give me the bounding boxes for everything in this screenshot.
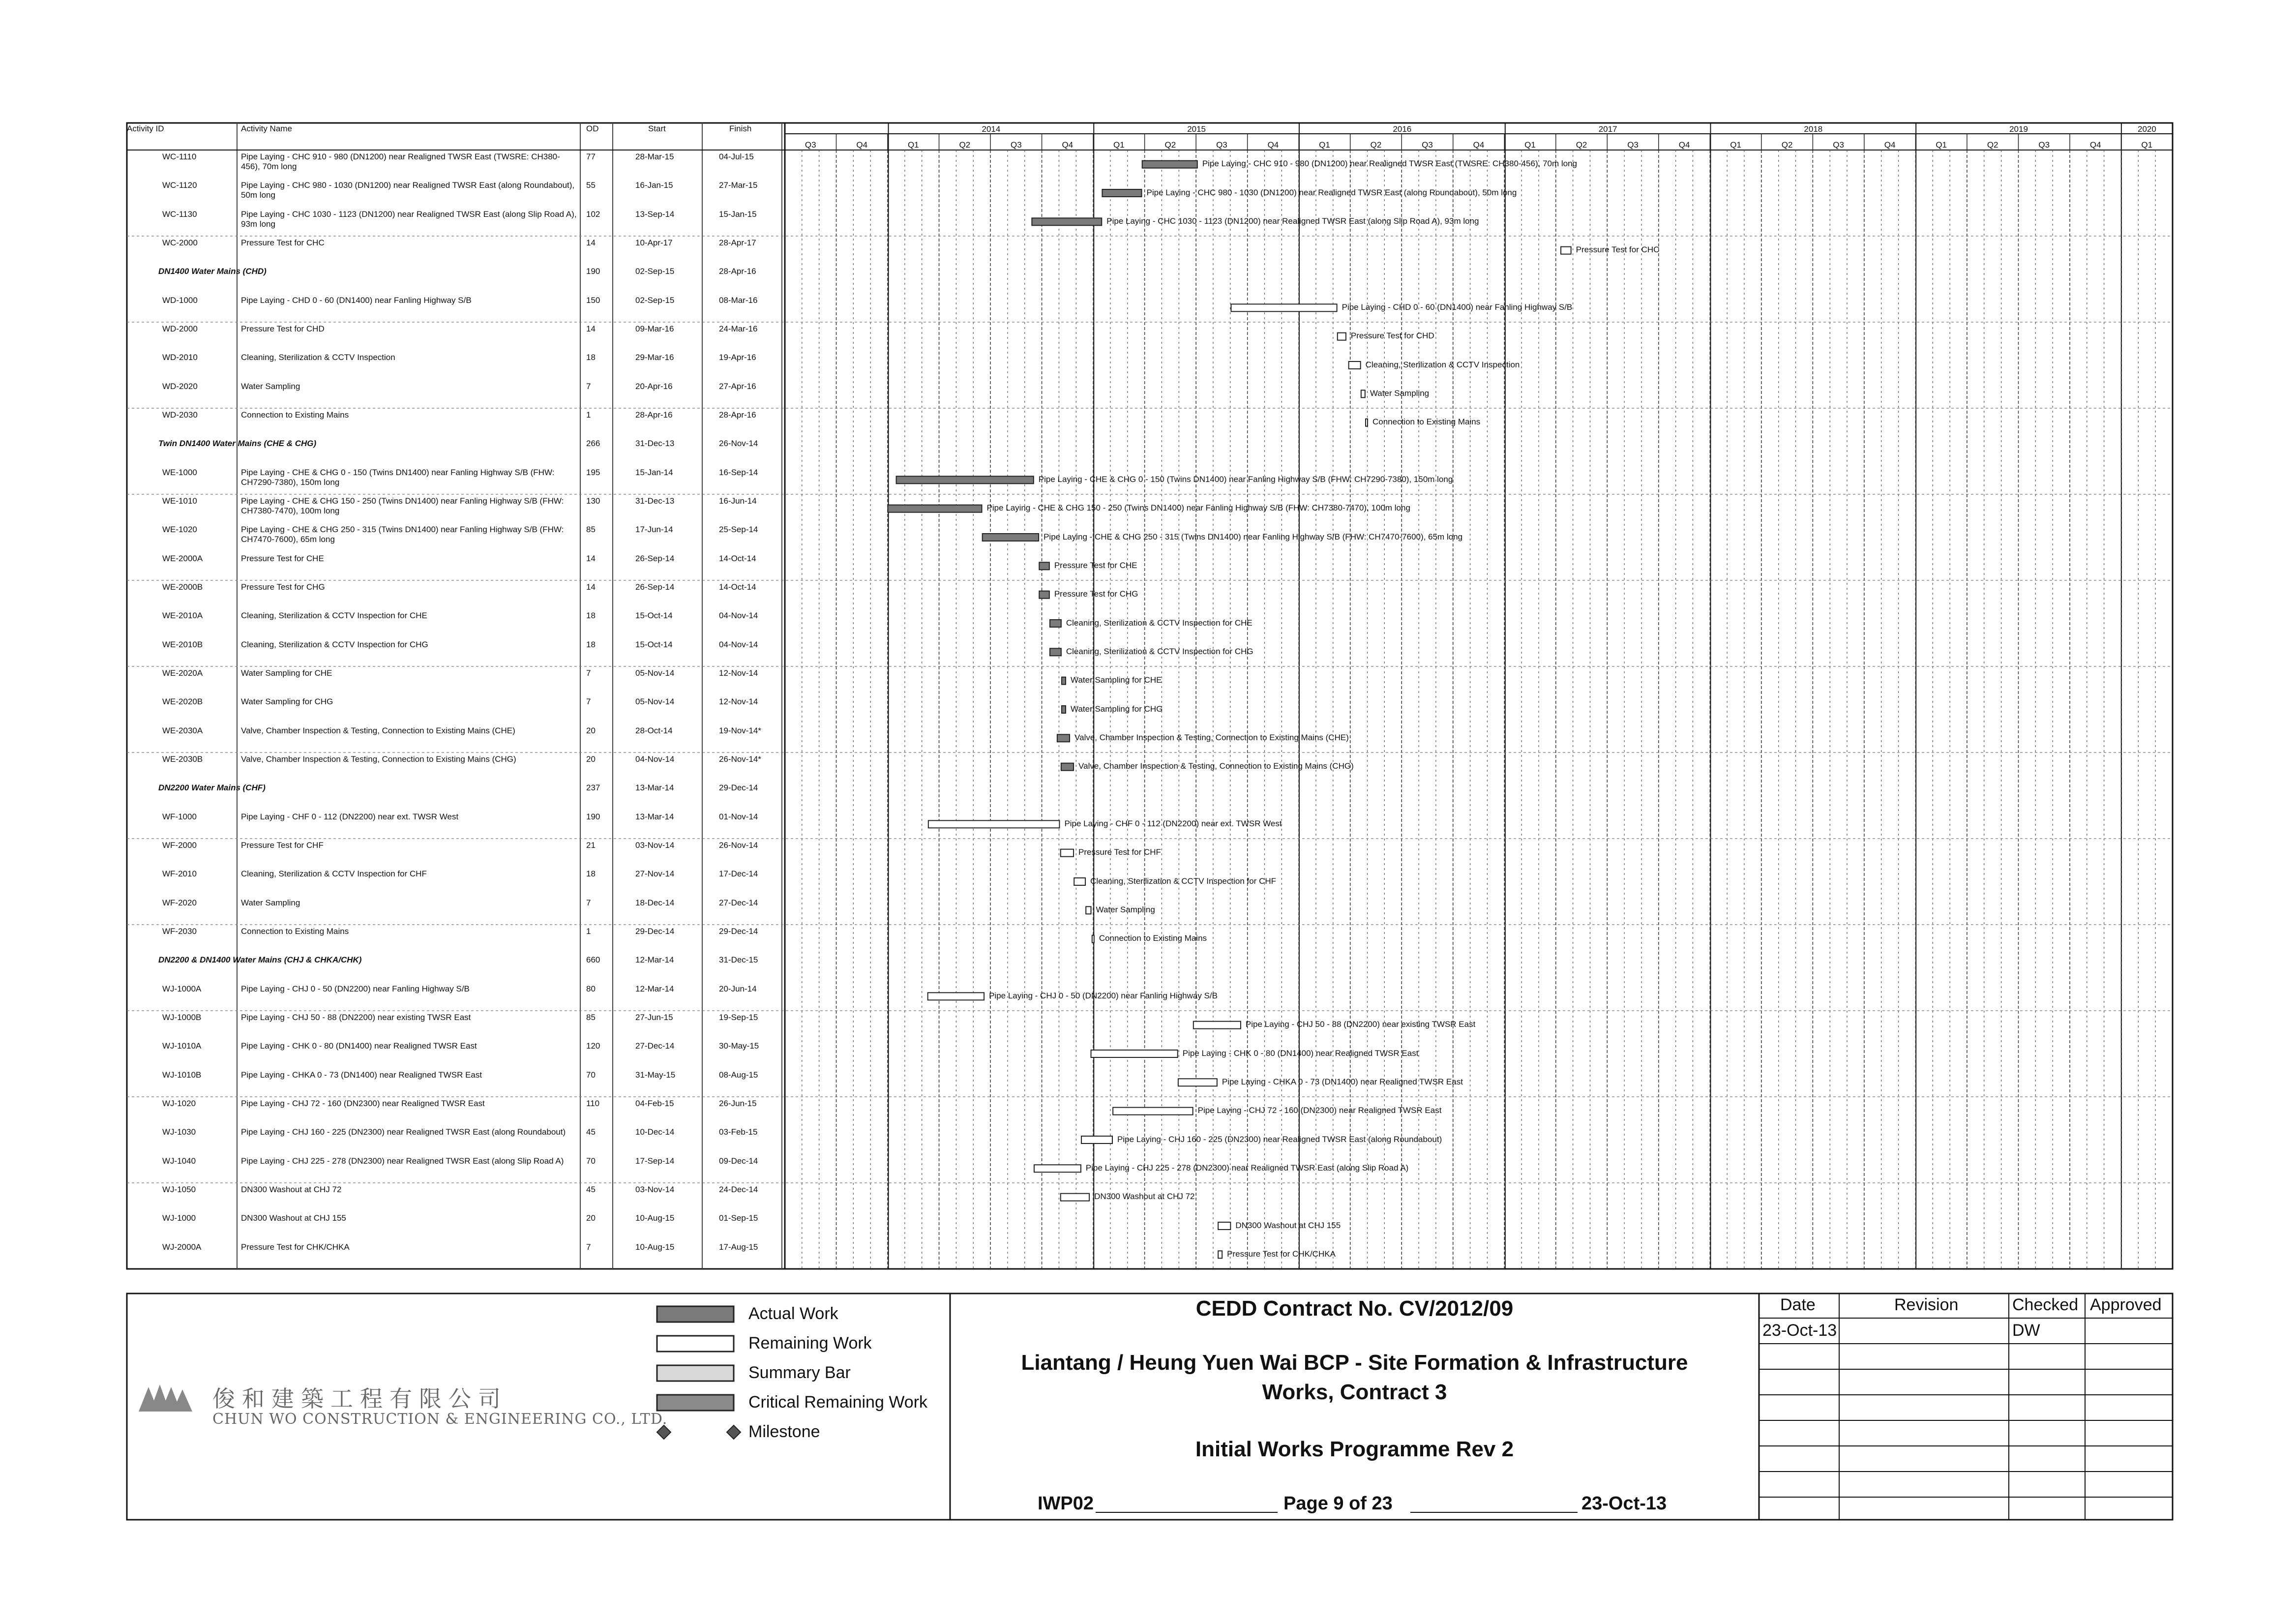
quarter-label: Q4 (1678, 140, 1690, 150)
original-duration: 77 (586, 152, 596, 161)
bar-label: Pressure Test for CHK/CHKA (1227, 1249, 1336, 1259)
bar-label: Connection to Existing Mains (1372, 417, 1481, 427)
finish-date: 16-Jun-14 (719, 496, 757, 506)
legend-summary-swatch (657, 1365, 734, 1381)
finish-date: 28-Apr-16 (719, 267, 756, 276)
rev-header-date: Date (1780, 1295, 1816, 1314)
activity-name: Pipe Laying - CHE & CHG 250 - 315 (Twins DN1400) near Fanling Highway S/B (FHW: CH7470-7600), 65m long (241, 525, 564, 544)
start-date: 28-Oct-14 (635, 725, 673, 735)
original-duration: 70 (586, 1156, 596, 1166)
activity-id: WE-2000A (162, 553, 203, 563)
year-label: 2018 (1804, 124, 1823, 134)
start-date: 29-Mar-16 (635, 353, 674, 362)
bar-label: Pipe Laying - CHK 0 - 80 (DN1400) near Realigned TWSR East (1182, 1048, 1419, 1058)
bar-label: Cleaning, Sterilization & CCTV Inspection (1365, 360, 1520, 369)
start-date: 27-Dec-14 (635, 1041, 675, 1051)
bar-label: Pipe Laying - CHC 1030 - 1123 (DN1200) near Realigned TWSR East (along Slip Road A), 93m long (1106, 216, 1479, 226)
bar-label: Pressure Test for CHG (1054, 589, 1138, 599)
year-label: 2020 (2138, 124, 2156, 134)
quarter-label: Q3 (1422, 140, 1433, 150)
legend-actual-swatch (657, 1306, 734, 1322)
start-date: 28-Apr-16 (635, 410, 673, 420)
start-date: 15-Oct-14 (635, 611, 673, 621)
year-label: 2019 (2009, 124, 2028, 134)
col-header-finish: Finish (729, 124, 752, 133)
activity-id: WJ-1040 (162, 1156, 196, 1166)
activity-id: WC-2000 (162, 238, 198, 247)
start-date: 03-Nov-14 (635, 841, 675, 850)
activity-id: WF-1000 (162, 812, 197, 821)
start-date: 05-Nov-14 (635, 668, 675, 678)
activity-name: Pressure Test for CHG (241, 582, 325, 592)
activity-id: WE-2030B (162, 754, 203, 764)
start-date: 31-Dec-13 (635, 439, 675, 449)
activity-id: WD-2010 (162, 353, 198, 362)
activity-id: WC-1130 (162, 209, 197, 219)
activity-name: Valve, Chamber Inspection & Testing, Connection to Existing Mains (CHG) (241, 754, 516, 764)
original-duration: 150 (586, 295, 600, 305)
finish-date: 04-Nov-14 (719, 639, 758, 649)
quarter-label: Q2 (1781, 140, 1793, 150)
quarter-label: Q1 (1936, 140, 1947, 150)
quarter-label: Q1 (1319, 140, 1330, 150)
doc-ref-underline (1096, 1512, 1278, 1513)
bar-label: Pipe Laying - CHJ 0 - 50 (DN2200) near Fanling Highway S/B (989, 991, 1218, 1000)
activity-id: WJ-1050 (162, 1185, 196, 1194)
original-duration: 1 (586, 410, 591, 420)
bar-label: Pressure Test for CHE (1054, 560, 1137, 570)
bar-label: Cleaning, Sterilization & CCTV Inspection for CHG (1066, 646, 1253, 656)
original-duration: 195 (586, 467, 600, 477)
rev-header-revision: Revision (1894, 1295, 1959, 1314)
activity-name: Pipe Laying - CHF 0 - 112 (DN2200) near ext. TWSR West (241, 812, 459, 821)
activity-name: Pipe Laying - CHK 0 - 80 (DN1400) near Realigned TWSR East (241, 1041, 477, 1051)
start-date: 27-Jun-15 (635, 1013, 673, 1022)
original-duration: 14 (586, 238, 596, 247)
activity-id: WJ-1010B (162, 1070, 202, 1080)
legend-milestone-label: Milestone (748, 1422, 820, 1441)
start-date: 09-Mar-16 (635, 324, 674, 333)
finish-date: 26-Nov-14* (719, 754, 761, 764)
quarter-label: Q1 (1113, 140, 1125, 150)
legend-summary-label: Summary Bar (748, 1363, 851, 1382)
activity-id: WD-2020 (162, 381, 198, 391)
start-date: 05-Nov-14 (635, 697, 675, 707)
activity-id: WE-2020B (162, 697, 203, 707)
activity-name: Pipe Laying - CHE & CHG 0 - 150 (Twins DN1400) near Fanling Highway S/B (FHW: CH7290-7380), 150m long (241, 467, 555, 487)
legend-actual-label: Actual Work (748, 1304, 838, 1323)
activity-id: WJ-1030 (162, 1127, 196, 1137)
activity-name: Water Sampling for CHE (241, 668, 332, 678)
year-label: 2015 (1187, 124, 1206, 134)
original-duration: 20 (586, 754, 596, 764)
finish-date: 31-Dec-15 (719, 955, 758, 965)
legend-milestone-diamond-icon-2 (727, 1425, 741, 1439)
activity-name: Connection to Existing Mains (241, 927, 349, 936)
bar-label: Pipe Laying - CHJ 225 - 278 (DN2300) near Realigned TWSR East (along Slip Road A) (1085, 1163, 1409, 1173)
original-duration: 190 (586, 812, 600, 821)
original-duration: 7 (586, 381, 591, 391)
activity-name: Pipe Laying - CHC 910 - 980 (DN1200) near Realigned TWSR East (TWSRE: CH380-456), 70m long (241, 152, 560, 171)
original-duration: 130 (586, 496, 600, 506)
project-title-line1: Liantang / Heung Yuen Wai BCP - Site Formation & Infrastructure (1021, 1351, 1688, 1375)
activity-name: Pipe Laying - CHC 980 - 1030 (DN1200) near Realigned TWSR East (along Roundabout), 50m long (241, 180, 575, 200)
start-date: 28-Mar-15 (635, 152, 674, 161)
start-date: 29-Dec-14 (635, 927, 675, 936)
original-duration: 45 (586, 1127, 596, 1137)
finish-date: 17-Aug-15 (719, 1242, 758, 1252)
start-date: 13-Mar-14 (635, 783, 674, 793)
start-date: 17-Jun-14 (635, 525, 673, 535)
original-duration: 110 (586, 1099, 600, 1108)
activity-id: WF-2030 (162, 927, 197, 936)
bar-label: Pipe Laying - CHE & CHG 0 - 150 (Twins DN1400) near Fanling Highway S/B (FHW: CH7290-7380), 150m long (1038, 474, 1453, 484)
quarter-label: Q2 (1164, 140, 1176, 150)
finish-date: 14-Oct-14 (719, 553, 756, 563)
quarter-label: Q3 (2038, 140, 2050, 150)
activity-name: Connection to Existing Mains (241, 410, 349, 420)
activity-name: Pipe Laying - CHD 0 - 60 (DN1400) near Fanling Highway S/B (241, 295, 472, 305)
group-name: DN1400 Water Mains (CHD) (158, 267, 267, 276)
quarter-label: Q2 (1987, 140, 1998, 150)
bar-label: Water Sampling for CHE (1071, 675, 1162, 685)
bar-label: DN300 Washout at CHJ 72 (1094, 1192, 1195, 1202)
quarter-label: Q3 (1216, 140, 1227, 150)
finish-date: 08-Aug-15 (719, 1070, 758, 1080)
col-header-activity-name: Activity Name (241, 124, 292, 133)
original-duration: 190 (586, 267, 600, 276)
original-duration: 120 (586, 1041, 600, 1051)
activity-id: WF-2000 (162, 841, 197, 850)
original-duration: 18 (586, 869, 596, 879)
activity-name: Pressure Test for CHC (241, 238, 325, 247)
finish-date: 04-Jul-15 (719, 152, 754, 161)
finish-date: 03-Feb-15 (719, 1127, 758, 1137)
finish-date: 27-Mar-15 (719, 180, 758, 190)
activity-id: WE-1000 (162, 467, 197, 477)
finish-date: 14-Oct-14 (719, 582, 756, 592)
activity-id: WE-1010 (162, 496, 197, 506)
quarter-label: Q2 (1370, 140, 1382, 150)
document-date: 23-Oct-13 (1581, 1493, 1667, 1514)
quarter-label: Q4 (1267, 140, 1279, 150)
group-name: DN2200 Water Mains (CHF) (158, 783, 266, 793)
rev-row-checked: DW (2012, 1321, 2040, 1340)
start-date: 04-Feb-15 (635, 1099, 674, 1108)
activity-id: WJ-2000A (162, 1242, 202, 1252)
bar-label: Pressure Test for CHD (1350, 331, 1434, 341)
start-date: 03-Nov-14 (635, 1185, 675, 1194)
group-name: DN2200 & DN1400 Water Mains (CHJ & CHKA/CHK) (158, 955, 362, 965)
original-duration: 14 (586, 553, 596, 563)
start-date: 02-Sep-15 (635, 295, 675, 305)
rev-row-date: 23-Oct-13 (1762, 1321, 1837, 1340)
original-duration: 7 (586, 1242, 591, 1252)
activity-name: Pipe Laying - CHC 1030 - 1123 (DN1200) near Realigned TWSR East (along Slip Road A), 93m long (241, 209, 577, 229)
quarter-label: Q2 (959, 140, 971, 150)
original-duration: 18 (586, 639, 596, 649)
activity-id: WD-2030 (162, 410, 198, 420)
start-date: 26-Sep-14 (635, 553, 675, 563)
activity-name: Pressure Test for CHD (241, 324, 325, 333)
original-duration: 55 (586, 180, 596, 190)
activity-id: WE-2000B (162, 582, 203, 592)
activity-name: Water Sampling (241, 898, 300, 907)
company-name-chinese: 俊和建築工程有限公司 (212, 1385, 507, 1412)
activity-name: Cleaning, Sterilization & CCTV Inspection for CHF (241, 869, 427, 879)
legend-remaining-swatch (657, 1336, 734, 1352)
original-duration: 20 (586, 1213, 596, 1223)
activity-name: Pipe Laying - CHKA 0 - 73 (DN1400) near Realigned TWSR East (241, 1070, 482, 1080)
finish-date: 26-Nov-14 (719, 841, 758, 850)
original-duration: 14 (586, 582, 596, 592)
bar-label: Pipe Laying - CHJ 72 - 160 (DN2300) near Realigned TWSR East (1197, 1106, 1442, 1115)
legend-critical-swatch (657, 1395, 734, 1411)
finish-date: 29-Dec-14 (719, 783, 758, 793)
quarter-label: Q4 (1062, 140, 1073, 150)
activity-name: DN300 Washout at CHJ 72 (241, 1185, 342, 1194)
quarter-label: Q4 (1473, 140, 1485, 150)
activity-name: Pipe Laying - CHE & CHG 150 - 250 (Twins DN1400) near Fanling Highway S/B (FHW: CH7380-7470), 100m long (241, 496, 564, 515)
start-date: 10-Dec-14 (635, 1127, 675, 1137)
original-duration: 18 (586, 353, 596, 362)
quarter-label: Q1 (1730, 140, 1741, 150)
original-duration: 660 (586, 955, 600, 965)
activity-id: WJ-1010A (162, 1041, 202, 1051)
activity-id: WD-2000 (162, 324, 198, 333)
activity-name: Pipe Laying - CHJ 50 - 88 (DN2200) near existing TWSR East (241, 1013, 471, 1022)
activity-id: WJ-1000A (162, 984, 202, 993)
page-underline (1410, 1512, 1578, 1513)
bar-label: Pressure Test for CHF (1078, 847, 1161, 857)
finish-date: 28-Apr-16 (719, 410, 756, 420)
finish-date: 24-Mar-16 (719, 324, 758, 333)
activity-name: Pressure Test for CHF (241, 841, 324, 850)
rev-header-checked: Checked (2012, 1295, 2079, 1314)
activity-id: WE-2010B (162, 639, 203, 649)
finish-date: 19-Sep-15 (719, 1013, 758, 1022)
contract-number: CEDD Contract No. CV/2012/09 (1195, 1296, 1514, 1321)
finish-date: 25-Sep-14 (719, 525, 758, 535)
original-duration: 7 (586, 697, 591, 707)
document-ref: IWP02 (1038, 1493, 1094, 1514)
bar-label: Pipe Laying - CHF 0 - 112 (DN2200) near ext. TWSR West (1064, 818, 1282, 828)
finish-date: 26-Nov-14 (719, 439, 758, 449)
start-date: 13-Mar-14 (635, 812, 674, 821)
original-duration: 18 (586, 611, 596, 621)
finish-date: 19-Apr-16 (719, 353, 756, 362)
finish-date: 28-Apr-17 (719, 238, 756, 247)
finish-date: 17-Dec-14 (719, 869, 758, 879)
activity-name: Valve, Chamber Inspection & Testing, Connection to Existing Mains (CHE) (241, 725, 515, 735)
finish-date: 19-Nov-14* (719, 725, 761, 735)
legend-remaining-label: Remaining Work (748, 1334, 872, 1353)
bar-label: Valve, Chamber Inspection & Testing, Connection to Existing Mains (CHG) (1078, 761, 1354, 771)
company-name-english: CHUN WO CONSTRUCTION & ENGINEERING CO., LTD. (212, 1411, 668, 1428)
activity-name: Cleaning, Sterilization & CCTV Inspection (241, 353, 395, 362)
activity-id: WJ-1020 (162, 1099, 196, 1108)
finish-date: 08-Mar-16 (719, 295, 758, 305)
activity-id: WF-2010 (162, 869, 197, 879)
original-duration: 266 (586, 439, 600, 449)
original-duration: 20 (586, 725, 596, 735)
quarter-label: Q1 (907, 140, 919, 150)
activity-id: WE-2030A (162, 725, 203, 735)
start-date: 31-Dec-13 (635, 496, 675, 506)
bar-label: Pipe Laying - CHE & CHG 150 - 250 (Twins DN1400) near Fanling Highway S/B (FHW: CH7380-7470), 100m long (986, 503, 1410, 513)
quarter-label: Q3 (1627, 140, 1639, 150)
finish-date: 20-Jun-14 (719, 984, 757, 993)
bar-label: Valve, Chamber Inspection & Testing, Connection to Existing Mains (CHE) (1074, 732, 1349, 742)
project-title-line2: Works, Contract 3 (1262, 1380, 1447, 1404)
activity-id: WJ-1000 (162, 1213, 196, 1223)
original-duration: 102 (586, 209, 600, 219)
finish-date: 01-Sep-15 (719, 1213, 758, 1223)
finish-date: 12-Nov-14 (719, 697, 758, 707)
activity-name: Pipe Laying - CHJ 225 - 278 (DN2300) near Realigned TWSR East (along Slip Road A) (241, 1156, 564, 1166)
original-duration: 80 (586, 984, 596, 993)
activity-name: Water Sampling (241, 381, 300, 391)
rev-header-approved: Approved (2090, 1295, 2162, 1314)
original-duration: 21 (586, 841, 596, 850)
activity-name: Cleaning, Sterilization & CCTV Inspection for CHE (241, 611, 427, 621)
start-date: 04-Nov-14 (635, 754, 675, 764)
start-date: 17-Sep-14 (635, 1156, 675, 1166)
quarter-label: Q1 (1524, 140, 1536, 150)
start-date: 12-Mar-14 (635, 955, 674, 965)
bar-label: Pipe Laying - CHC 910 - 980 (DN1200) near Realigned TWSR East (TWSRE: CH380-456), 70m long (1202, 159, 1577, 169)
bar-label: Pipe Laying - CHD 0 - 60 (DN1400) near Fanling Highway S/B (1342, 302, 1573, 312)
bar-label: Pipe Laying - CHC 980 - 1030 (DN1200) near Realigned TWSR East (along Roundabout), 50m long (1146, 187, 1517, 197)
start-date: 31-May-15 (635, 1070, 676, 1080)
quarter-label: Q4 (856, 140, 868, 150)
bar-label: Cleaning, Sterilization & CCTV Inspection for CHE (1066, 618, 1252, 628)
activity-id: WE-1020 (162, 525, 197, 535)
bar-label: Pipe Laying - CHKA 0 - 73 (DN1400) near Realigned TWSR East (1222, 1077, 1463, 1086)
start-date: 18-Dec-14 (635, 898, 675, 907)
bar-label: Water Sampling for CHG (1071, 704, 1163, 714)
finish-date: 15-Jan-15 (719, 209, 757, 219)
finish-date: 27-Dec-14 (719, 898, 758, 907)
activity-id: WC-1110 (162, 152, 197, 161)
start-date: 15-Jan-14 (635, 467, 673, 477)
col-header-start: Start (648, 124, 666, 133)
group-name: Twin DN1400 Water Mains (CHE & CHG) (158, 439, 317, 449)
start-date: 15-Oct-14 (635, 639, 673, 649)
start-date: 10-Apr-17 (635, 238, 673, 247)
start-date: 16-Jan-15 (635, 180, 673, 190)
finish-date: 09-Dec-14 (719, 1156, 758, 1166)
quarter-label: Q3 (1833, 140, 1844, 150)
bar-label: Connection to Existing Mains (1099, 933, 1207, 943)
year-label: 2014 (982, 124, 1001, 134)
activity-name: Pipe Laying - CHJ 72 - 160 (DN2300) near Realigned TWSR East (241, 1099, 485, 1108)
finish-date: 27-Apr-16 (719, 381, 756, 391)
finish-date: 16-Sep-14 (719, 467, 758, 477)
quarter-label: Q1 (2141, 140, 2153, 150)
programme-title: Initial Works Programme Rev 2 (1195, 1437, 1514, 1461)
activity-id: WD-1000 (162, 295, 198, 305)
original-duration: 237 (586, 783, 600, 793)
start-date: 02-Sep-15 (635, 267, 675, 276)
bar-label: Water Sampling (1096, 904, 1155, 914)
start-date: 10-Aug-15 (635, 1213, 675, 1223)
bar-label: Pipe Laying - CHE & CHG 250 - 315 (Twins DN1400) near Fanling Highway S/B (FHW: CH7470-7600), 65m long (1044, 532, 1463, 541)
original-duration: 85 (586, 525, 596, 535)
quarter-label: Q4 (1884, 140, 1896, 150)
finish-date: 01-Nov-14 (719, 812, 758, 821)
page-number: Page 9 of 23 (1283, 1493, 1393, 1514)
original-duration: 45 (586, 1185, 596, 1194)
bar-label: Water Sampling (1370, 388, 1430, 398)
activity-id: WE-2020A (162, 668, 203, 678)
bar-label: Pipe Laying - CHJ 160 - 225 (DN2300) near Realigned TWSR East (along Roundabout) (1117, 1134, 1442, 1144)
activity-name: Water Sampling for CHG (241, 697, 333, 707)
activity-name: Cleaning, Sterilization & CCTV Inspection for CHG (241, 639, 428, 649)
finish-date: 24-Dec-14 (719, 1185, 758, 1194)
activity-id: WF-2020 (162, 898, 197, 907)
activity-name: Pipe Laying - CHJ 0 - 50 (DN2200) near Fanling Highway S/B (241, 984, 470, 993)
quarter-label: Q2 (1576, 140, 1587, 150)
start-date: 10-Aug-15 (635, 1242, 675, 1252)
activity-name: Pressure Test for CHK/CHKA (241, 1242, 350, 1252)
bar-label: Pressure Test for CHC (1576, 245, 1660, 255)
activity-name: DN300 Washout at CHJ 155 (241, 1213, 346, 1223)
bar-label: DN300 Washout at CHJ 155 (1235, 1220, 1341, 1230)
start-date: 12-Mar-14 (635, 984, 674, 993)
activity-name: Pipe Laying - CHJ 160 - 225 (DN2300) near Realigned TWSR East (along Roundabout) (241, 1127, 566, 1137)
original-duration: 14 (586, 324, 596, 333)
finish-date: 29-Dec-14 (719, 927, 758, 936)
original-duration: 7 (586, 898, 591, 907)
quarter-label: Q3 (1010, 140, 1022, 150)
year-label: 2017 (1598, 124, 1617, 134)
year-label: 2016 (1393, 124, 1412, 134)
activity-id: WJ-1000B (162, 1013, 202, 1022)
bar-label: Pipe Laying - CHJ 50 - 88 (DN2200) near existing TWSR East (1245, 1020, 1476, 1029)
activity-id: WC-1120 (162, 180, 197, 190)
bar-label: Cleaning, Sterilization & CCTV Inspection for CHF (1090, 876, 1277, 886)
col-header-activity-id: Activity ID (127, 124, 164, 133)
finish-date: 30-May-15 (719, 1041, 759, 1051)
col-header-od: OD (586, 124, 599, 133)
quarter-label: Q4 (2089, 140, 2101, 150)
finish-date: 04-Nov-14 (719, 611, 758, 621)
activity-name: Pressure Test for CHE (241, 553, 324, 563)
finish-date: 12-Nov-14 (719, 668, 758, 678)
original-duration: 70 (586, 1070, 596, 1080)
original-duration: 1 (586, 927, 591, 936)
quarter-label: Q3 (805, 140, 816, 150)
start-date: 20-Apr-16 (635, 381, 673, 391)
start-date: 26-Sep-14 (635, 582, 675, 592)
legend-critical-label: Critical Remaining Work (748, 1393, 928, 1412)
finish-date: 26-Jun-15 (719, 1099, 757, 1108)
original-duration: 7 (586, 668, 591, 678)
company-logo-icon (139, 1384, 192, 1412)
start-date: 27-Nov-14 (635, 869, 675, 879)
start-date: 13-Sep-14 (635, 209, 675, 219)
original-duration: 85 (586, 1013, 596, 1022)
activity-id: WE-2010A (162, 611, 203, 621)
